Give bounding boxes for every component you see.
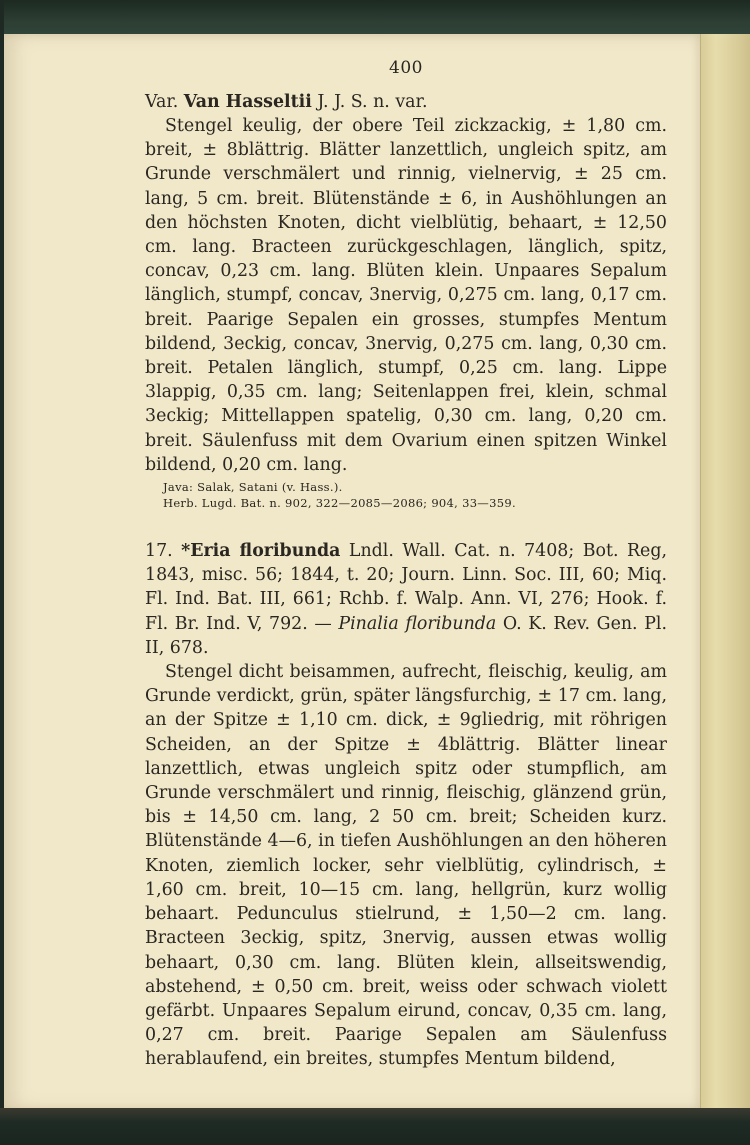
variety-herbarium: Herb. Lugd. Bat. n. 902, 322—2085—2086; 904, 33—359. xyxy=(163,496,516,511)
variety-locality: Java: Salak, Satani (v. Hass.). xyxy=(163,480,343,495)
species-heading xyxy=(145,539,667,660)
book-cover-top xyxy=(0,0,750,36)
variety-description: Stengel keulig, der obere Teil zickzackig, ± 1,80 cm. breit, ± 8blättrig. Blätter lanzettlich, ungleich spitz, am Grunde verschmälert und rinnig, vielnervig, ± 25 cm. lang, 5 cm. breit. Blütenstände ± 6, in Aushöhlungen an den höchsten Knoten, dicht vielblütig, behaart, ± 12,50 cm. lang. Bracteen zurückgeschlagen, länglich, spitz, concav, 0,23 cm. lang. Blüten klein. Unpaares Sepalum länglich, stumpf, concav, 3nervig, 0,275 cm. lang, 0,17 cm. breit. Paarige Sepalen ein grosses, stumpfes Mentum bildend, 3eckig, concav, 3nervig, 0,275 cm. lang, 0,30 cm. breit. Petalen länglich, stumpf, 0,25 cm. lang. Lippe 3lappig, 0,35 cm. lang; Seitenlappen frei, klein, schmal 3eckig; Mittellappen spatelig, 0,30 cm. lang, 0,20 cm. breit. Säulenfuss mit dem Ovarium einen spitzen Winkel bildend, 0,20 cm. lang. xyxy=(145,116,667,475)
variety-heading xyxy=(145,90,667,114)
section-gap xyxy=(145,511,667,539)
variety-name: Van Hasseltii xyxy=(183,92,312,112)
species-number: 17. xyxy=(145,541,173,562)
page-content xyxy=(145,58,667,1072)
species-name: *Eria floribunda xyxy=(181,541,341,562)
page-edges xyxy=(700,34,750,1114)
species-citation: Lndl. Wall. Cat. n. 7408; Bot. Reg, 1843, misc. 56; 1844, t. 20; Journ. Linn. Soc. III, 60; Miq. Fl. Ind. Bat. III, 661; Rchb. f. Walp. Ann. VI, 276; Hook. f. Fl. Br. Ind. V, 792. — xyxy=(145,541,667,634)
species-synonym-authority: O. K. Rev. Gen. Pl. II, 678. xyxy=(145,613,667,658)
species-synonym: Pinalia floribunda xyxy=(338,613,497,634)
book-cover-bottom xyxy=(0,1108,750,1145)
variety-prefix: Var. xyxy=(145,92,179,112)
species-description: Stengel dicht beisammen, aufrecht, fleischig, keulig, am Grunde verdickt, grün, später längsfurchig, ± 17 cm. lang, an der Spitze ± 1,10 cm. dick, ± 9gliedrig, mit röhrigen Scheiden, an der Spitze ± 4blättrig. Blätter linear lanzettlich, etwas ungleich spitz oder stumpflich, am Grunde verschmälert und rinnig, fleischig, glänzend grün, bis ± 14,50 cm. lang, 2 50 cm. breit; Scheiden kurz. Blütenstände 4—6, in tiefen Aushöhlungen an den höheren Knoten, ziemlich locker, sehr vielblütig, cylindrisch, ± 1,60 cm. breit, 10—15 cm. lang, hellgrün, kurz wollig behaart. Pedunculus stielrund, ± 1,50—2 cm. lang. Bracteen 3eckig, spitz, 3nervig, aussen etwas wollig behaart, 0,30 cm. lang. Blüten klein, allseitswendig, abstehend, ± 0,50 cm. breit, weiss oder schwach violett gefärbt. Unpaares Sepalum eirund, concav, 0,35 cm. lang, 0,27 cm. breit. Paarige Sepalen am Säulenfuss herablaufend, ein breites, stumpfes Mentum bildend, xyxy=(145,662,667,1070)
page-number: 400 xyxy=(389,58,423,78)
variety-authority: J. J. S. n. var. xyxy=(317,92,428,112)
